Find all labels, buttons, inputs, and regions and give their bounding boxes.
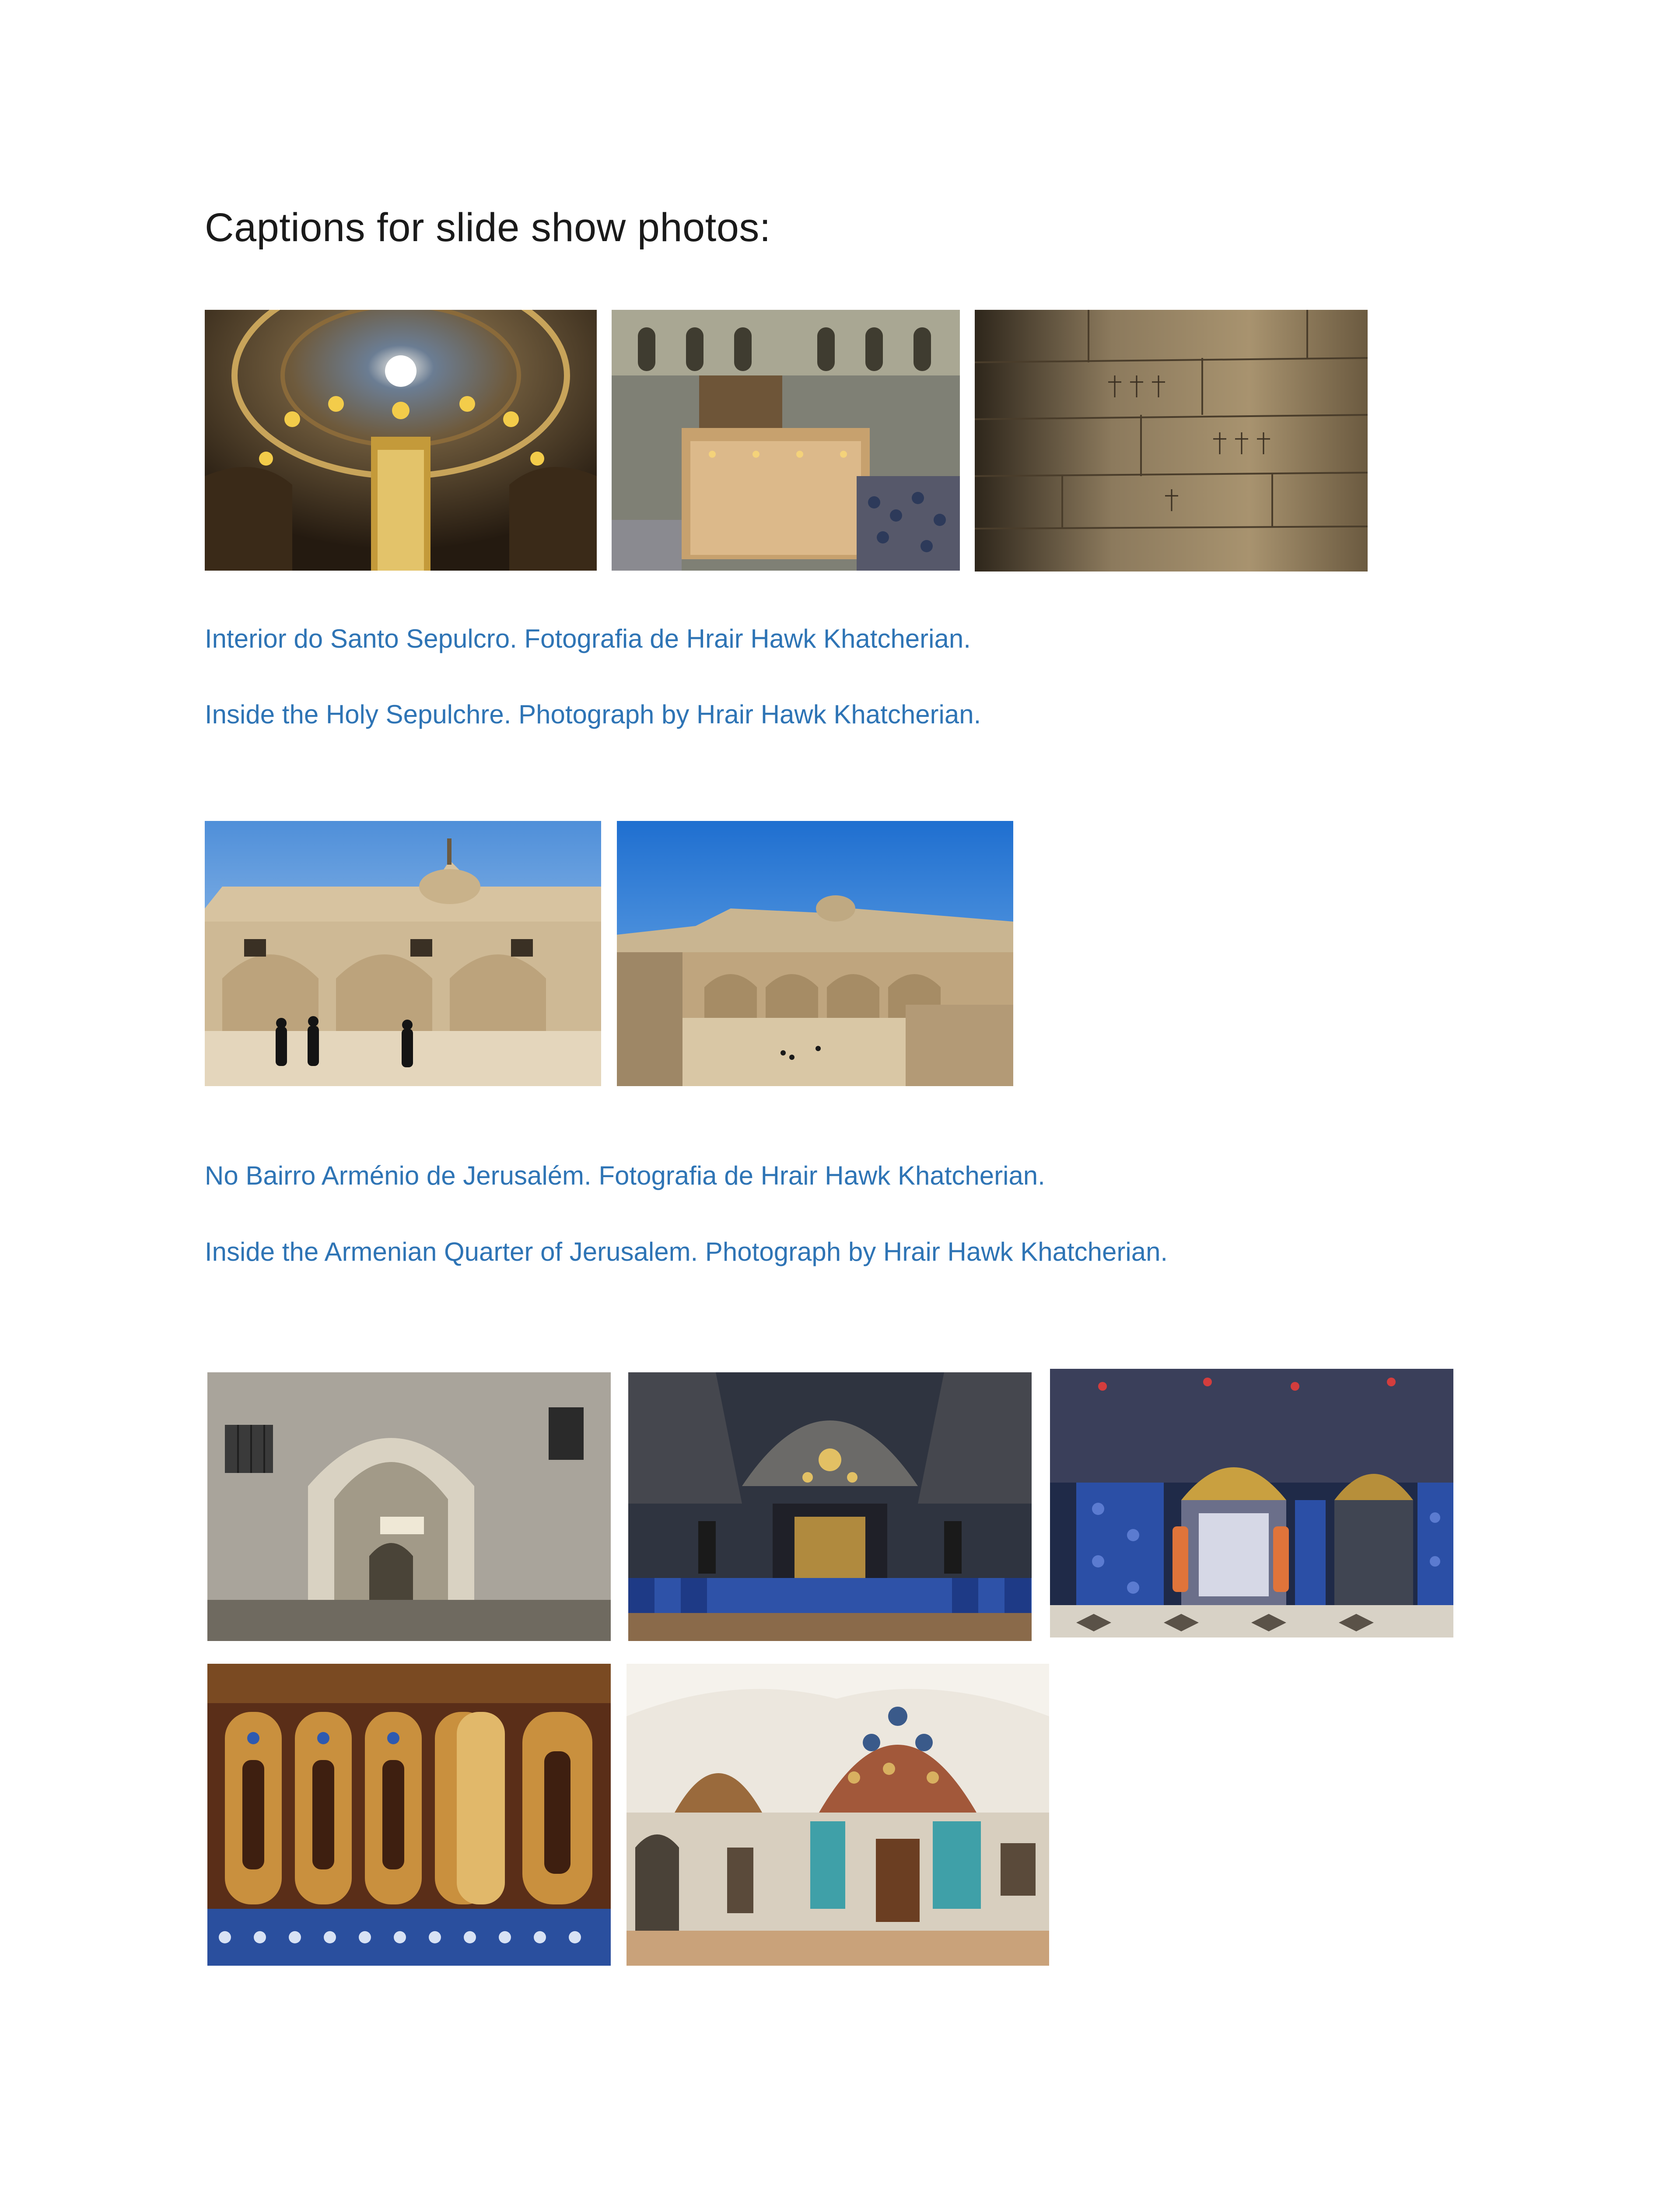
stone-archway-photo — [207, 1372, 611, 1641]
dome-interior-photo — [205, 310, 597, 571]
cathedral-nave-photo — [628, 1372, 1032, 1641]
caption-armenian-quarter-en: Inside the Armenian Quarter of Jerusalem. Photograph by Hrair Hawk Khatcherian. — [205, 1237, 1168, 1266]
edicule-photo — [612, 310, 960, 571]
painted-panels-photo — [207, 1664, 611, 1966]
frescoed-portico-photo — [626, 1664, 1049, 1966]
courtyard-monks-photo — [205, 821, 601, 1086]
page-title: Captions for slide show photos: — [205, 205, 771, 250]
courtyard-aerial-photo — [617, 821, 1013, 1086]
caption-holy-sepulchre-pt: Interior do Santo Sepulcro. Fotografia de Hrair Hawk Khatcherian. — [205, 624, 971, 653]
carved-crosses-wall-photo — [975, 310, 1368, 572]
caption-armenian-quarter-pt: No Bairro Arménio de Jerusalém. Fotografia de Hrair Hawk Khatcherian. — [205, 1161, 1045, 1190]
tiled-altar-photo — [1050, 1369, 1453, 1637]
caption-holy-sepulchre-en: Inside the Holy Sepulchre. Photograph by Hrair Hawk Khatcherian. — [205, 700, 981, 729]
